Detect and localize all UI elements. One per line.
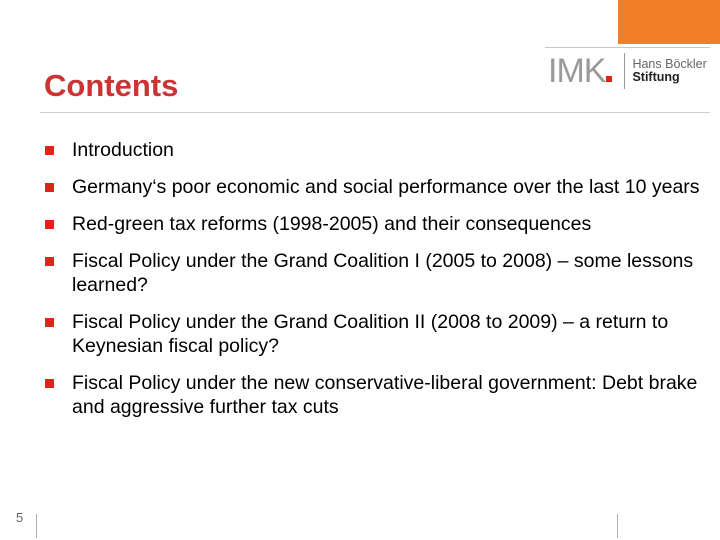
foundation-name-line2: Stiftung bbox=[632, 70, 680, 84]
list-item-text: Germany‘s poor economic and social performance over the last 10 years bbox=[72, 176, 700, 198]
square-bullet-icon bbox=[45, 146, 54, 155]
square-bullet-icon bbox=[45, 318, 54, 327]
list-item bbox=[44, 212, 704, 236]
contents-list bbox=[44, 138, 704, 432]
list-item-text: Fiscal Policy under the new conservative-liberal government: Debt brake and aggressive further tax cuts bbox=[72, 372, 698, 418]
imk-hbs-logo bbox=[548, 50, 712, 92]
imk-logo-text: IMK bbox=[548, 52, 606, 90]
hans-boeckler-logo bbox=[632, 58, 706, 84]
logo-divider-line bbox=[545, 47, 710, 48]
square-bullet-icon bbox=[45, 220, 54, 229]
page-number: 5 bbox=[16, 510, 24, 525]
list-item-text: Red-green tax reforms (1998-2005) and their consequences bbox=[72, 213, 592, 235]
list-item bbox=[44, 249, 704, 297]
square-bullet-icon bbox=[45, 379, 54, 388]
imk-logo bbox=[548, 54, 612, 88]
list-item bbox=[44, 138, 704, 162]
list-item-text: Introduction bbox=[72, 139, 174, 161]
footer-divider-right bbox=[617, 514, 618, 538]
logo-separator bbox=[624, 53, 625, 89]
list-item bbox=[44, 371, 704, 419]
square-bullet-icon bbox=[45, 183, 54, 192]
orange-corner-block bbox=[618, 0, 720, 44]
list-item bbox=[44, 310, 704, 358]
imk-logo-dot bbox=[606, 76, 612, 82]
list-item-text: Fiscal Policy under the Grand Coalition I (2005 to 2008) – some lessons learned? bbox=[72, 250, 694, 296]
footer-divider-left bbox=[36, 514, 37, 538]
list-item bbox=[44, 175, 704, 199]
foundation-name-line1: Hans Böckler bbox=[632, 56, 707, 71]
list-item-text: Fiscal Policy under the Grand Coalition II (2008 to 2009) – a return to Keynesian fiscal policy? bbox=[72, 311, 669, 357]
square-bullet-icon bbox=[45, 257, 54, 266]
slide-title: Contents bbox=[44, 68, 179, 103]
title-rule bbox=[40, 112, 710, 113]
